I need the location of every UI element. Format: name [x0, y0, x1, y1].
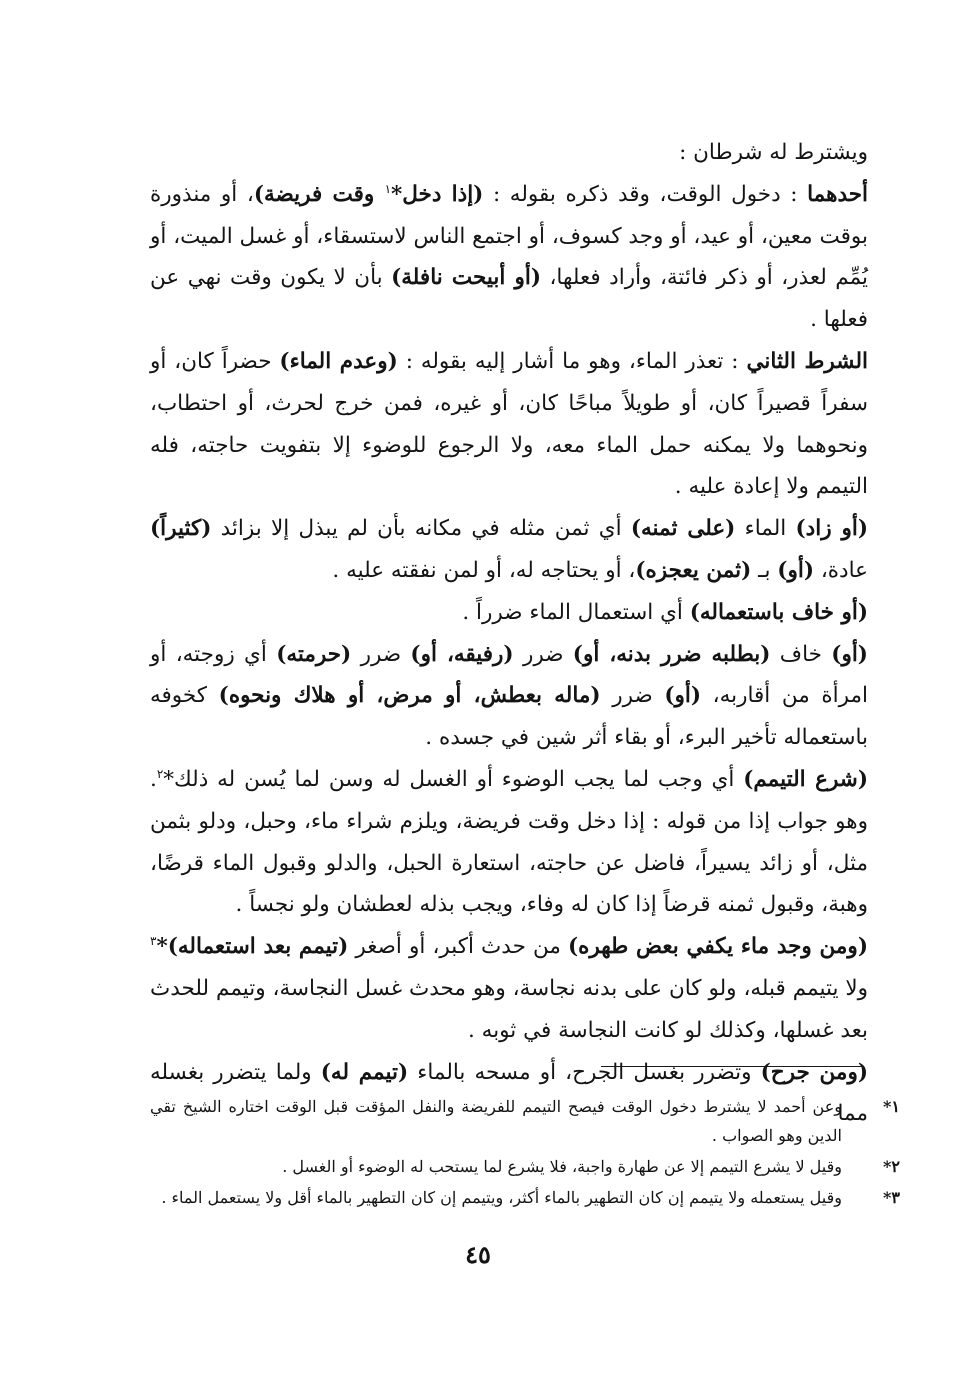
- quote-bold: (وعدم الماء): [279, 348, 398, 374]
- quote-bold: (ومن جرح): [760, 1059, 868, 1085]
- text-span: ضرر: [600, 683, 665, 709]
- footnote-separator: [601, 1066, 864, 1067]
- quote-bold: (ثمن يعجزه): [635, 557, 752, 583]
- quote-bold: (أو زاد): [795, 516, 868, 542]
- text-span: ولا يتيمم قبله، ولو كان على بدنه نجاسة، وهو محدث غسل النجاسة، وتيمم للحدث بعد غسلها، وكذلك لو كانت النجاسة في ثوبه .: [150, 975, 868, 1043]
- text-span: أي ثمن مثله في مكانه بأن لم يبذل إلا بزائد: [211, 516, 631, 542]
- text-span: ، أو يحتاجه له، أو لمن نفقته عليه .: [332, 557, 636, 583]
- footnote-ref-3[interactable]: ٣: [150, 933, 157, 948]
- quote-bold: (إذا دخل*: [391, 181, 484, 207]
- quote-bold: (شرع التيمم): [743, 766, 868, 792]
- text-span: : دخول الوقت، وقد ذكره بقوله :: [483, 181, 808, 207]
- footnote-text: وعن أحمد لا يشترط دخول الوقت فيصح التيمم للفريضة والنفل المؤقت قبل الوقت اختاره الشيخ تقي الدين وهو الصواب .: [150, 1097, 842, 1145]
- footnote-number: ١*: [883, 1097, 900, 1116]
- quote-bold: (أو): [831, 641, 868, 667]
- footnotes: [150, 1092, 900, 1214]
- paragraph-6: [150, 634, 868, 759]
- text-span: ، أو منذورة بوقت معين، أو عيد، أو وجد كسوف، أو اجتمع الناس لاستسقاء، أو غسل الميت، أو يُمِّم لعذر، أو ذكر فائتة، وأراد فعلها،: [150, 181, 868, 291]
- text-span: ضرر: [513, 641, 573, 667]
- text-span: ويشترط له شرطان :: [679, 140, 868, 165]
- paragraph-3: [150, 341, 868, 508]
- main-text: [150, 132, 868, 1135]
- footnote-3: [150, 1183, 900, 1212]
- footnote-1: [150, 1092, 900, 1150]
- quote-bold: (أو): [664, 683, 702, 709]
- quote-bold: (ومن وجد ماء يكفي بعض طهره): [567, 934, 868, 960]
- text-span: بأن لا يكون وقت نهي عن فعلها .: [150, 265, 868, 333]
- paragraph-2: [150, 174, 868, 341]
- quote-bold: (ماله بعطش، أو مرض، أو هلاك ونحوه): [218, 683, 601, 709]
- quote-bold: (أو خاف باستعماله): [689, 599, 868, 625]
- page-number: ٤٥: [465, 1240, 491, 1269]
- text-span: الماء: [735, 516, 796, 542]
- text-span: أي وجب لما يجب الوضوء أو الغسل له وسن لما يُسن له ذلك*: [163, 766, 744, 792]
- quote-bold: (أو أبيحت نافلة): [391, 265, 541, 291]
- paragraph-7: [150, 759, 868, 926]
- footnote-number: ٢*: [883, 1157, 900, 1176]
- text-span: ولما يتضرر بغسله مما: [150, 1059, 868, 1127]
- text-span: خاف: [770, 641, 832, 667]
- paragraph-4: [150, 508, 868, 592]
- footnote-ref-1[interactable]: ١: [384, 181, 392, 196]
- text-span: وتضرر بغسل الجرح، أو مسحه بالماء: [408, 1059, 761, 1085]
- paragraph-1: [150, 132, 868, 174]
- footnote-text: وقيل يستعمله ولا يتيمم إن كان التطهير بالماء أكثر، ويتيمم إن كان التطهير بالماء أقل ولا يستعمل الماء .: [161, 1188, 842, 1207]
- text-span: من حدث أكبر، أو أصغر: [348, 934, 568, 960]
- quote-bold: (كثيراً): [150, 516, 212, 542]
- footnote-text: وقيل لا يشرع التيمم إلا عن طهارة واجبة، فلا يشرع لما يستحب له الوضوء أو الغسل .: [282, 1157, 842, 1176]
- quote-bold: وقت فريضة): [253, 181, 385, 207]
- quote-bold: (أو): [777, 557, 814, 583]
- footnote-2: [150, 1152, 900, 1181]
- text-span: : تعذر الماء، وهو ما أشار إليه بقوله :: [397, 348, 747, 374]
- quote-bold: (تيمم له): [320, 1059, 409, 1085]
- text-span: أي استعمال الماء ضرراً .: [462, 599, 690, 625]
- quote-bold: (رفيقه، أو): [410, 641, 514, 667]
- quote-bold: (على ثمنه): [630, 516, 736, 542]
- footnote-ref-2[interactable]: ٢: [156, 766, 164, 781]
- term-bold: أحدهما: [807, 181, 868, 207]
- term-bold: الشرط الثاني: [746, 348, 868, 374]
- quote-bold: (تيمم بعد استعماله)*: [156, 934, 349, 960]
- quote-bold: (حرمته): [276, 641, 352, 667]
- paragraph-5: [150, 592, 868, 634]
- text-span: بـ: [751, 557, 778, 583]
- text-span: . وهو جواب إذا من قوله : إذا دخل وقت فريضة، ويلزم شراء ماء، وحبل، ودلو بثمن مثل، أو زائد يسيراً، فاضل عن حاجته، استعارة الحبل، والدلو وقبول الماء قرضًا، وهبة، وقبول ثمنه قرضاً إذا كان له وفاء، ويجب بذله لعطشان ولو نجساً .: [150, 766, 868, 918]
- text-span: كخوفه باستعماله تأخير البرء، أو بقاء أثر شين في جسده .: [150, 683, 868, 751]
- text-span: حضراً كان، أو سفراً قصيراً كان، أو طويلاً مباحًا كان، أو غيره، فمن خرج لحرث، أو احتطاب، ونحوهما ولا يمكنه حمل الماء معه، ولا الرجوع للوضوء إلا بتفويت حاجته، فله التيمم ولا إعادة عليه .: [150, 348, 868, 500]
- quote-bold: (بطلبه ضرر بدنه، أو): [572, 641, 771, 667]
- text-span: ضرر: [351, 641, 411, 667]
- footnote-number: ٣*: [883, 1188, 900, 1207]
- text-span: عادة،: [814, 557, 868, 583]
- text-span: أي زوجته، أو امرأة من أقاربه،: [150, 641, 868, 709]
- paragraph-8: [150, 926, 868, 1051]
